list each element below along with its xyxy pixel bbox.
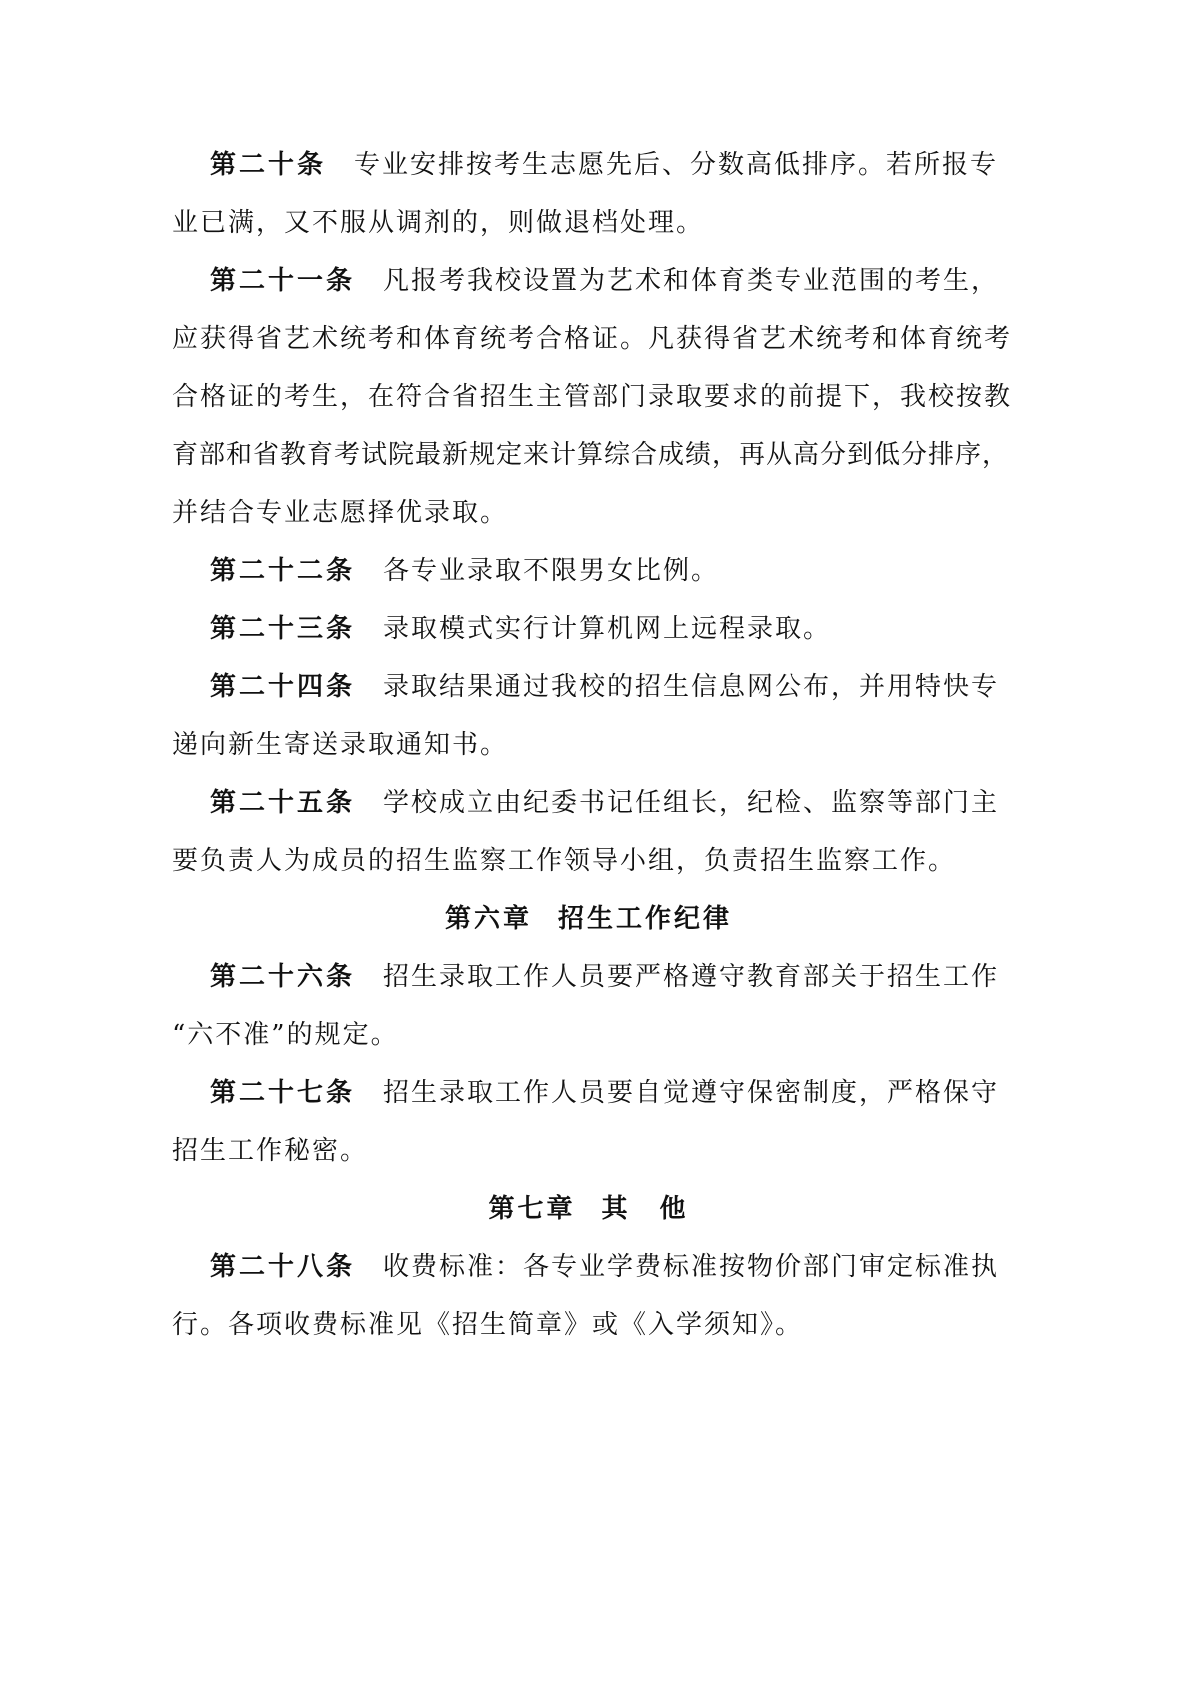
- chapter-heading: 第六章 招生工作纪律: [444, 904, 733, 934]
- article-28: [172, 1238, 1000, 1354]
- article-title: 第二十五条: [210, 788, 356, 818]
- article-title: 第二十一条: [210, 266, 356, 296]
- article-text: 行。各项收费标准见《招生简章》或《入学须知》。: [172, 1310, 804, 1340]
- article-24: [172, 658, 1000, 774]
- article-text: 招生工作秘密。: [172, 1136, 369, 1166]
- article-23: [172, 600, 945, 658]
- chapter-heading: 第七章 其 他: [488, 1194, 689, 1224]
- article-text: 收费标准：各专业学费标准按物价部门审定标准执: [383, 1252, 1000, 1282]
- article-text: 录取模式实行计算机网上远程录取。: [383, 614, 832, 644]
- article-20: [172, 136, 999, 252]
- article-21: [172, 252, 1013, 542]
- article-title: 第二十三条: [210, 614, 356, 644]
- article-text: 育部和省教育考试院最新规定来计算综合成绩，再从高分到低分排序，: [172, 440, 1010, 470]
- article-text: 学校成立由纪委书记任组长，纪检、监察等部门主: [383, 788, 1000, 818]
- article-text: 应获得省艺术统考和体育统考合格证。凡获得省艺术统考和体育统考: [172, 324, 1013, 354]
- article-title: 第二十六条: [210, 962, 356, 992]
- article-text: 凡报考我校设置为艺术和体育类专业范围的考生，: [383, 266, 1000, 296]
- article-text: 业已满，又不服从调剂的，则做退档处理。: [172, 208, 705, 238]
- article-22: [172, 542, 945, 600]
- article-text: 递向新生寄送录取通知书。: [172, 730, 509, 760]
- article-26: [172, 948, 1000, 1064]
- article-text: 招生录取工作人员要自觉遵守保密制度，严格保守: [383, 1078, 1000, 1108]
- article-text: 要负责人为成员的招生监察工作领导小组，负责招生监察工作。: [172, 846, 957, 876]
- article-text: 专业安排按考生志愿先后、分数高低排序。若所报专: [354, 150, 999, 180]
- article-text: 招生录取工作人员要严格遵守教育部关于招生工作: [383, 962, 1000, 992]
- document-page: [172, 136, 1013, 1354]
- article-text: 录取结果通过我校的招生信息网公布，并用特快专: [383, 672, 1000, 702]
- article-27: [172, 1064, 1000, 1180]
- article-text: 各专业录取不限男女比例。: [383, 556, 720, 586]
- article-title: 第二十七条: [210, 1078, 356, 1108]
- article-title: 第二十二条: [210, 556, 356, 586]
- article-title: 第二十条: [210, 150, 327, 180]
- article-title: 第二十八条: [210, 1252, 356, 1282]
- article-25: [172, 774, 1000, 890]
- article-text: “六不准”的规定。: [172, 1020, 399, 1050]
- article-text: 合格证的考生，在符合省招生主管部门录取要求的前提下，我校按教: [172, 382, 1013, 412]
- article-text: 并结合专业志愿择优录取。: [172, 498, 509, 528]
- article-title: 第二十四条: [210, 672, 356, 702]
